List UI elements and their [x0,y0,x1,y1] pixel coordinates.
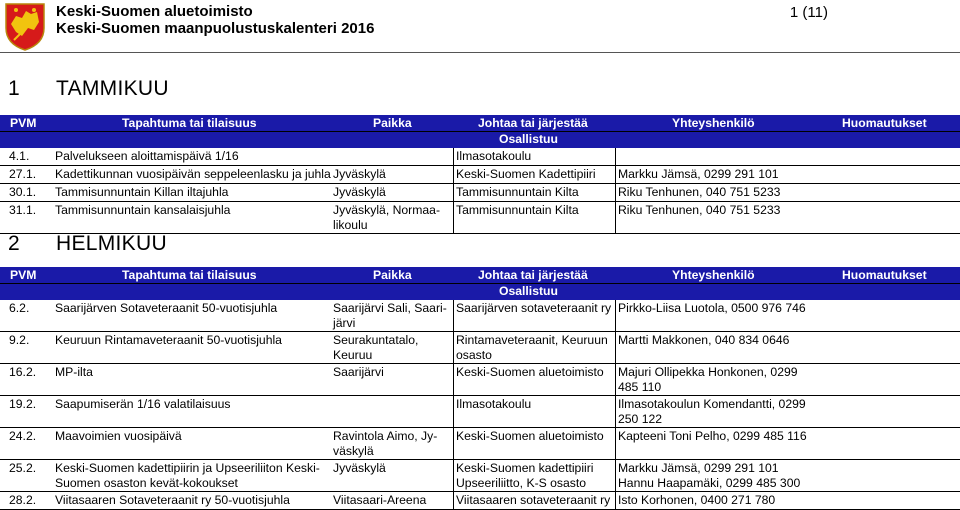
row-contact-line: Majuri Ollipekka Honkonen, 0299 [618,365,798,379]
row-organizer [456,167,596,182]
header-organizer: Johtaa tai järjestää [478,268,588,282]
row-organizer [456,333,608,363]
row-contact-line: Hannu Haapamäki, 0299 485 300 [618,476,801,490]
column-divider [615,202,616,233]
row-contact [618,167,779,182]
row-contact-line: Kapteeni Toni Pelho, 0299 485 116 [618,429,807,443]
row-contact-line: Pirkko-Liisa Luotola, 0500 976 746 [618,301,806,315]
month-number: 1 [8,77,20,100]
table-row [0,492,960,510]
row-place-line: väskylä [333,444,374,458]
row-place-line: Saarijärvi [333,365,384,379]
column-divider [615,428,616,459]
column-divider [615,148,616,165]
row-event-line: Saarijärven Sotaveteraanit 50-vuotisjuhla [55,301,278,315]
column-divider [453,202,454,233]
row-event-line: MP-ilta [55,365,93,379]
calendar-table [0,267,960,510]
column-divider [453,332,454,363]
row-date: 28.2. [9,493,37,507]
table-row [0,364,960,396]
header-event: Tapahtuma tai tilaisuus [122,268,257,282]
column-divider [453,460,454,491]
month-heading [8,232,167,256]
row-event [55,365,93,380]
header-organizer: Johtaa tai järjestää [478,116,588,130]
row-place [333,167,386,182]
row-place [333,493,426,508]
row-event-line: Viitasaaren Sotaveteraanit ry 50-vuotisjuhla [55,493,290,507]
row-place-line: Keuruu [333,348,373,362]
row-contact [618,429,807,444]
row-organizer [456,301,611,316]
row-contact [618,185,780,200]
calendar-table [0,115,960,234]
column-divider [453,166,454,183]
row-date: 19.2. [9,397,37,411]
row-event [55,149,239,164]
row-event [55,461,320,491]
row-organizer-line: Rintamaveteraanit, Keuruun [456,333,608,347]
row-contact-line: Ilmasotakoulun Komendantti, 0299 [618,397,806,411]
row-organizer [456,185,579,200]
row-contact-line: Markku Jämsä, 0299 291 101 [618,461,779,475]
row-organizer-line: Tammisunnuntain Kilta [456,185,579,199]
row-organizer-line: Saarijärven sotaveteraanit ry [456,301,612,315]
row-organizer-line: Keski-Suomen aluetoimisto [456,365,604,379]
column-divider [615,184,616,201]
row-event-line: Keski-Suomen kadettipiirin ja Upseeriliiton Keski- [55,461,320,475]
row-place [333,301,447,331]
row-place-line: likoulu [333,218,368,232]
row-date: 25.2. [9,461,37,475]
row-date: 9.2. [9,333,30,347]
row-place-line: Jyväskylä [333,461,386,475]
header-place: Paikka [373,116,412,130]
column-divider [453,364,454,395]
month-heading [8,77,169,101]
table-row [0,396,960,428]
column-divider [453,428,454,459]
row-event-line: Palvelukseen aloittamispäivä 1/16 [55,149,239,163]
row-contact-line: 485 110 [618,380,662,394]
row-organizer [456,365,604,380]
column-divider [453,148,454,165]
table-header [0,267,960,300]
column-divider [453,492,454,509]
header-notes: Huomautukset [842,268,927,282]
table-row [0,332,960,364]
row-organizer-line: Upseeriliitto, K-S osasto [456,476,587,490]
row-date: 27.1. [9,167,37,181]
row-event [55,397,230,412]
table-row [0,166,960,184]
column-divider [453,184,454,201]
coat-of-arms-logo [4,2,46,52]
column-divider [615,166,616,183]
row-date: 16.2. [9,365,37,379]
row-date: 4.1. [9,149,30,163]
row-organizer [456,493,610,508]
row-contact-line: Martti Makkonen, 040 834 0646 [618,333,790,347]
row-event [55,493,290,508]
row-event [55,333,282,348]
row-organizer-line: Keski-Suomen Kadettipiiri [456,167,596,181]
row-contact [618,397,806,427]
column-divider [615,332,616,363]
row-organizer [456,461,594,491]
header-contact: Yhteyshenkilö [672,268,755,282]
page-indicator: 1 (11) [789,4,828,21]
row-place-line: Jyväskylä [333,167,386,181]
header-divider-line [0,131,960,132]
row-organizer-line: Ilmasotakoulu [456,397,532,411]
row-event-line: Saapumiserän 1/16 valatilaisuus [55,397,231,411]
month-name: TAMMIKUU [56,77,169,100]
header-pvm: PVM [10,268,37,282]
row-organizer [456,397,531,412]
header-divider-line [0,283,960,284]
row-contact [618,365,798,395]
table-row [0,428,960,460]
header-place: Paikka [373,268,412,282]
row-organizer-line: osasto [456,348,492,362]
row-contact [618,461,800,491]
row-organizer-line: Viitasaaren sotaveteraanit ry [456,493,611,507]
column-divider [615,492,616,509]
table-header [0,115,960,148]
header-participates: Osallistuu [499,132,558,146]
row-date: 30.1. [9,185,37,199]
row-place [333,333,418,363]
row-event [55,301,277,316]
row-organizer-line: Ilmasotakoulu [456,149,532,163]
row-place [333,203,440,233]
row-contact-line: Markku Jämsä, 0299 291 101 [618,167,779,181]
table-row [0,460,960,492]
organization-title: Keski-Suomen aluetoimisto [56,3,253,20]
row-organizer [456,429,604,444]
table-row [0,300,960,332]
row-event [55,203,230,218]
row-place [333,185,386,200]
column-divider [453,396,454,427]
row-place-line: järvi [333,316,356,330]
row-event-line: Maavoimien vuosipäivä [55,429,182,443]
column-divider [615,364,616,395]
header-divider [0,52,960,53]
table-row [0,184,960,202]
row-organizer-line: Keski-Suomen kadettipiiri [456,461,594,475]
document-header [0,0,960,54]
row-place-line: Viitasaari-Areena [333,493,427,507]
row-event-line: Tammisunnuntain kansalaisjuhla [55,203,231,217]
row-organizer [456,149,531,164]
row-place-line: Jyväskylä [333,185,386,199]
row-contact-line: Riku Tenhunen, 040 751 5233 [618,203,781,217]
row-contact [618,333,789,348]
row-date: 6.2. [9,301,30,315]
row-date: 24.2. [9,429,37,443]
row-place [333,429,437,459]
row-event-line: Suomen osaston kevät-kokoukset [55,476,238,490]
row-event-line: Keuruun Rintamaveteraanit 50-vuotisjuhla [55,333,282,347]
row-place-line: Seurakuntatalo, [333,333,419,347]
header-participates: Osallistuu [499,284,558,298]
row-date: 31.1. [9,203,37,217]
column-divider [615,300,616,331]
row-contact-line: Riku Tenhunen, 040 751 5233 [618,185,781,199]
row-event [55,185,228,200]
table-row [0,148,960,166]
row-event-line: Tammisunnuntain Killan iltajuhla [55,185,229,199]
column-divider [615,396,616,427]
row-place-line: Saarijärvi Sali, Saari- [333,301,447,315]
row-contact [618,493,775,508]
month-number: 2 [8,232,20,255]
row-event-line: Kadettikunnan vuosipäivän seppeleenlasku ja juhla [55,167,331,181]
row-place [333,365,384,380]
column-divider [453,300,454,331]
month-name: HELMIKUU [56,232,167,255]
row-contact [618,301,806,316]
row-organizer [456,203,579,218]
table-row [0,202,960,234]
row-organizer-line: Keski-Suomen aluetoimisto [456,429,604,443]
header-event: Tapahtuma tai tilaisuus [122,116,257,130]
header-notes: Huomautukset [842,116,927,130]
header-pvm: PVM [10,116,37,130]
row-event [55,167,331,182]
column-divider [615,460,616,491]
header-contact: Yhteyshenkilö [672,116,755,130]
row-place [333,461,386,476]
row-place-line: Jyväskylä, Normaa- [333,203,441,217]
row-organizer-line: Tammisunnuntain Kilta [456,203,579,217]
row-contact-line: Isto Korhonen, 0400 271 780 [618,493,776,507]
row-contact [618,203,780,218]
row-event [55,429,182,444]
row-place-line: Ravintola Aimo, Jy- [333,429,438,443]
calendar-title: Keski-Suomen maanpuolustuskalenteri 2016 [56,20,375,37]
row-contact-line: 250 122 [618,412,663,426]
